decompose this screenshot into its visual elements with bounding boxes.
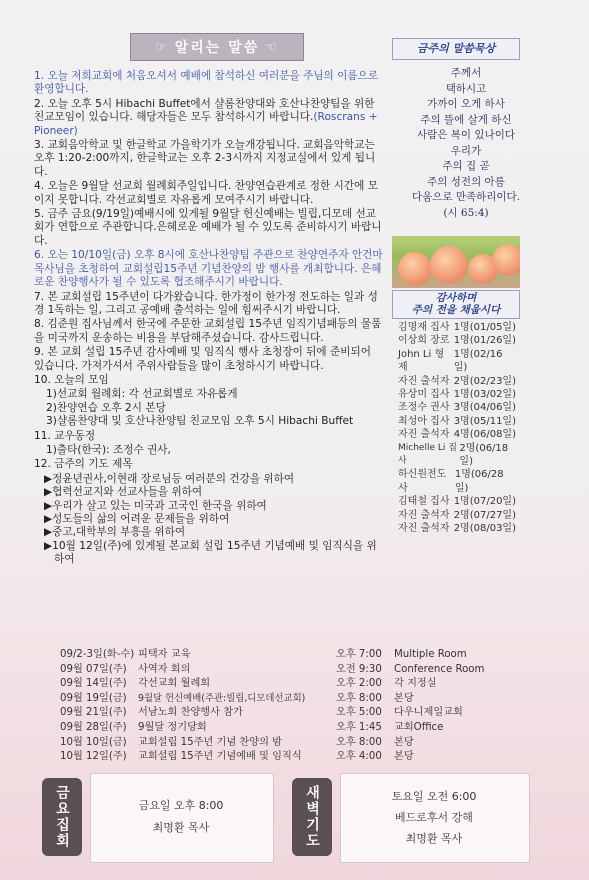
dawn-prayer-time: 토요일 오전 6:00 bbox=[391, 790, 477, 803]
notice-address: (Roscrans + Pioneer) bbox=[34, 111, 378, 137]
pointing-hand-right-icon: ☞ bbox=[155, 39, 169, 55]
peach-fruit bbox=[398, 252, 432, 286]
notice-item: 2. 오늘 오후 5시 Hibachi Buffet에서 샬롬찬양대와 호산나찬양팀을 위한 친교모임이 있습니다. 해당자들은 모두 참석하시기 바랍니다.(Roscrans + Pioneer) bbox=[34, 97, 378, 137]
friday-service-info bbox=[90, 795, 272, 839]
list-item: 자진 출석자 4명(06/08일) bbox=[398, 429, 516, 441]
table-row: 09월 14일(주) 각선교회 월례회 오후 2:00 각 지정실 bbox=[60, 678, 437, 690]
dawn-prayer-leader: 최명환 목사 bbox=[405, 832, 463, 845]
list-item: Michelle Li 집사 2명(06/18일) bbox=[398, 442, 509, 468]
table-row: 09/2-3일(화-수) 피택자 교육 오후 7:00 Multiple Room bbox=[60, 649, 467, 660]
list-item: John Li 형제 1명(02/16일) bbox=[398, 348, 503, 374]
notice-item: 8. 김준원 집사님께서 한국에 주문한 교회설립 15주년 임직기념패등의 물품을 미국까지 운송하는 비용을 부담해주셨습니다. 감사드립니다. bbox=[34, 318, 382, 344]
verse-line: 사람은 복이 있나이다 bbox=[417, 129, 515, 141]
prayer-item: ▶정윤년권사,이현래 장로님등 여러분의 건강을 위하여 bbox=[44, 472, 295, 485]
notice-item: 7. 본 교회설립 15주년이 다가왔습니다. 한가정이 한가정 전도하는 일과 성경 1독하는 일, 그리고 공예배 출석하는 일에 힘써주시기 바랍니다. bbox=[34, 290, 378, 316]
list-item: 최성아 집사 3명(05/11일) bbox=[398, 415, 516, 427]
blessing-title-line: 감사하며 bbox=[435, 292, 477, 304]
list-item: 조정수 권사 3명(04/06일) bbox=[398, 402, 516, 414]
notices-title bbox=[130, 33, 304, 61]
prayer-item: ▶중고,대학부의 부흥을 위하여 bbox=[44, 526, 186, 539]
table-row: 09월 19일(금) 9월달 헌신예배(주관:빌립,디모데선교회) 오후 8:00 본당 bbox=[60, 692, 414, 704]
prayer-item: ▶우리가 살고 있는 미국과 고국인 한국을 위하여 bbox=[44, 499, 267, 512]
schedule-table bbox=[60, 648, 510, 765]
notices-list bbox=[34, 70, 384, 567]
verse-line: 가까이 오게 하사 bbox=[427, 98, 505, 110]
table-row: 10월 10일(금) 교회설립 15주년 기념 찬양의 밤 오후 8:00 본당 bbox=[60, 736, 414, 748]
dawn-prayer-label: 새벽기도 bbox=[292, 778, 332, 856]
verse-line: 우리가 bbox=[450, 144, 482, 157]
verse-line: 주께서 bbox=[450, 67, 482, 79]
table-row: 09월 21일(주) 서남노회 찬양행사 참가 오후 5:00 다우니제일교회 bbox=[60, 707, 463, 719]
list-item: 이상희 장로 1명(01/26일) bbox=[398, 335, 516, 347]
table-row: 09월 07일(주) 사역자 회의 오전 9:30 Conference Room bbox=[60, 663, 485, 675]
friday-service-time: 금요일 오후 8:00 bbox=[138, 799, 224, 812]
meeting-heading: 10. 오늘의 모임 bbox=[34, 373, 109, 386]
verse-line: 주의 성전의 아름 bbox=[427, 175, 505, 188]
notice-item: 4. 오늘은 9월달 선교회 월례회주일입니다. 찬양연습관계로 정한 시간에 모이지 못합니다. 각선교회별로 자유롭게 모여주시기 바랍니다. bbox=[34, 180, 378, 206]
list-item: 김명재 집사 1명(01/05일) bbox=[398, 322, 516, 333]
peach-fruit bbox=[492, 244, 520, 276]
list-item: 하신원전도사 1명(06/28일) bbox=[398, 469, 504, 494]
notice-item: 6. 오는 10/10일(금) 오후 8시에 호산나찬양팀 주관으로 찬양연주자 안건마 목사님을 초청하여 교회설립15주년 기념찬양의 밤 행사를 개최합니다. 은혜로운 찬양행사가 될 수 있도록 협조해주시기 바랍니다. bbox=[34, 249, 383, 289]
list-item: 유상미 집사 1명(03/02일) bbox=[398, 389, 516, 401]
prayer-heading: 12. 금주의 기도 제목 bbox=[34, 458, 133, 471]
prayer-item: ▶10월 12일(주)에 있게될 본교회 설립 15주년 기념예배 및 임직식을 위하여 bbox=[44, 539, 377, 566]
transfer-heading: 11. 교우동정 bbox=[34, 429, 96, 442]
verse-line: 주의 뜰에 살게 하신 bbox=[420, 113, 512, 126]
notice-item: 9. 본 교회 설립 15주년 감사예배 및 임직식 행사 초청장이 뒤에 준비되어 있습니다. 가져가셔서 주위사람들을 많이 초청하시기 바랍니다. bbox=[34, 346, 371, 372]
list-item: 자진 출석자 2명(08/03일) bbox=[398, 523, 516, 535]
pointing-hand-left-icon: ☜ bbox=[265, 39, 279, 55]
notices-title-text: 알리는 말씀 bbox=[174, 40, 260, 56]
notice-item: 3. 교회음악학교 및 한글학교 가을학기가 오늘개강됩니다. 교회음악학교는 오후 1:20-2:00까지, 한글학교는 오후 2-3시까지 지정교실에서 있게 됩니다. bbox=[34, 139, 376, 178]
meeting-item: 3)샬롬찬양대 및 호산나찬양팀 친교모임 오후 5시 Hibachi Buffet bbox=[46, 415, 354, 428]
blessing-list bbox=[392, 321, 520, 536]
peach-image bbox=[392, 236, 520, 288]
verse-line: 다움으로 만족하리이다. bbox=[411, 191, 521, 203]
transfer-item: 1)출타(한국): 조정수 권사, bbox=[46, 443, 171, 456]
blessing-title-line: 주의 전을 채웁시다 bbox=[411, 304, 501, 316]
friday-service-leader: 최명환 목사 bbox=[152, 821, 210, 834]
peach-fruit bbox=[430, 246, 468, 284]
dawn-prayer-info bbox=[340, 786, 528, 849]
notice-item: 1. 오늘 저희교회에 처음오셔서 예배에 참석하신 여러분을 주님의 이름으로 환영합니다. bbox=[34, 70, 379, 96]
verse-line: 주의 집 곧 bbox=[442, 160, 490, 172]
friday-service-label: 금요집회 bbox=[42, 778, 82, 856]
prayer-item: ▶협력선교지와 선교사들을 위하여 bbox=[44, 486, 203, 499]
dawn-prayer-text: 베드로후서 강해 bbox=[395, 811, 473, 824]
meeting-item: 1)선교회 월례회: 각 선교회별로 자유롭게 bbox=[46, 388, 238, 401]
prayer-item: ▶성도들의 삶의 어려운 문제들을 위하여 bbox=[44, 513, 230, 525]
list-item: 자진 출석자 2명(07/27일) bbox=[398, 509, 516, 521]
list-item: 자진 출석자 2명(02/23일) bbox=[398, 375, 516, 387]
verse-reference: (시 65:4) bbox=[443, 206, 489, 219]
meeting-item: 2)찬양연습 오후 2시 본당 bbox=[46, 401, 166, 414]
verse-title: 금주의 말씀묵상 bbox=[392, 38, 520, 60]
table-row: 09월 28일(주) 9월달 정기당회 오후 1:45 교회Office bbox=[60, 721, 444, 733]
blessing-title bbox=[392, 290, 520, 319]
verse-text bbox=[410, 66, 522, 221]
verse-line: 택하시고 bbox=[445, 82, 487, 95]
notice-item: 5. 금주 금요(9/19일)예배시에 있게될 9월달 헌신예배는 빌립,디모데 선교회가 연합으로 주관합니다.은혜로운 예배가 될 수 있도록 준비하시기 바랍니다. bbox=[34, 208, 382, 247]
table-row: 10월 12일(주) 교회설립 15주년 기념예배 및 임직식 오후 4:00 본당 bbox=[60, 751, 414, 763]
list-item: 김태철 집사 1명(07/20일) bbox=[398, 496, 516, 508]
